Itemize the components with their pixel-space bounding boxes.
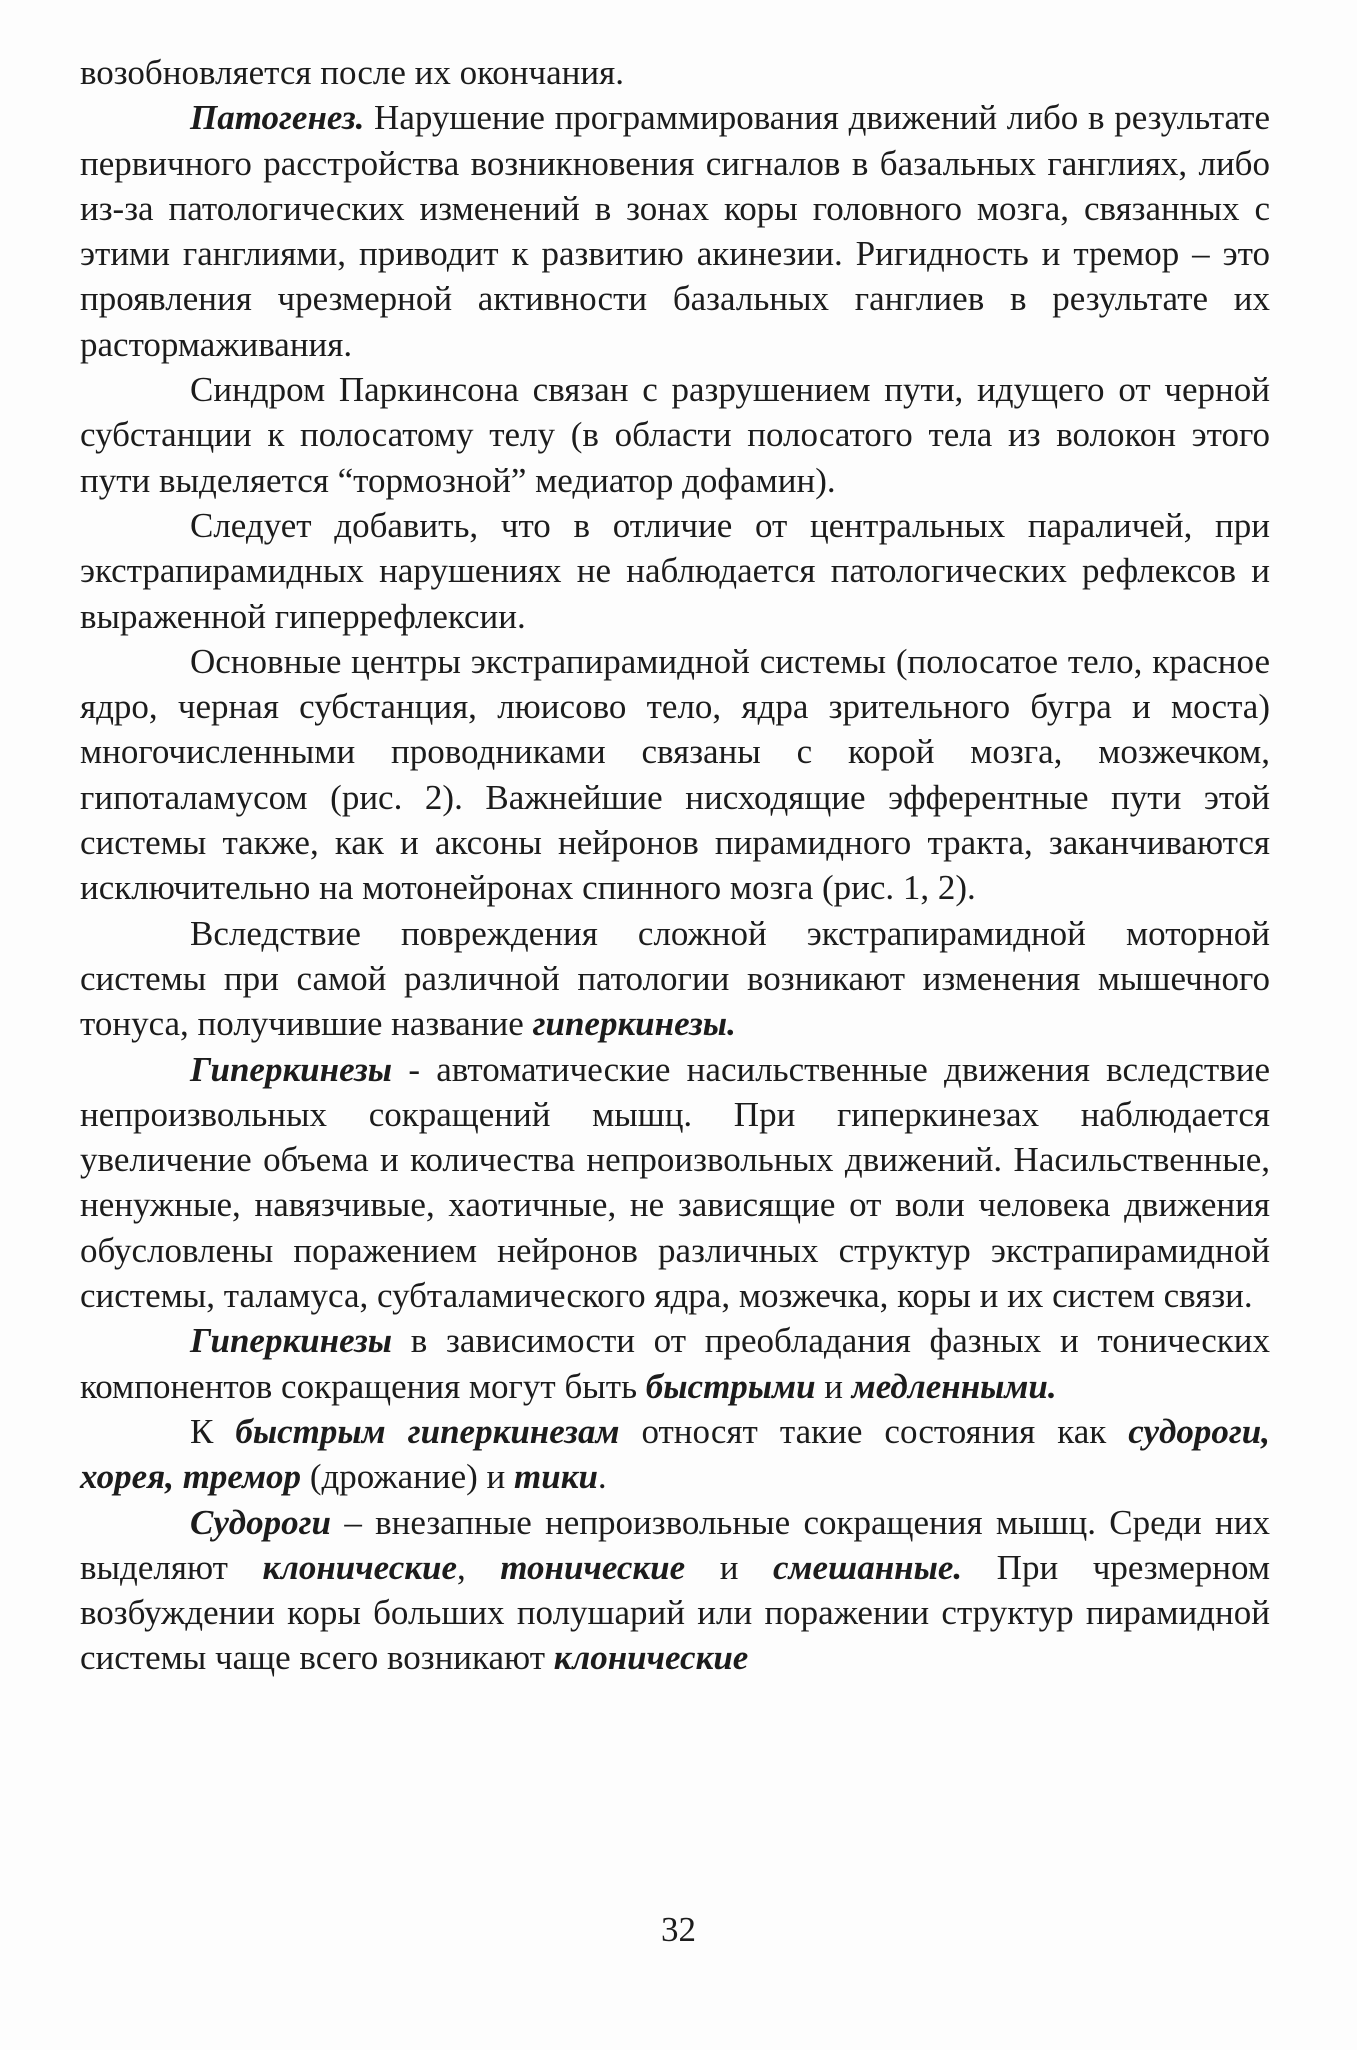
term-emphasis: медленными. xyxy=(851,1366,1057,1406)
text-run: . xyxy=(597,1457,607,1497)
text-run: в зависимости от преобладания фазных и тонических компонентов сокращения могут быть xyxy=(80,1321,1270,1406)
text-run: (дрожание) и xyxy=(301,1457,515,1497)
term-emphasis: тики xyxy=(514,1457,598,1497)
text-run: - автоматические насильственные движения вследствие непроизвольных сокращений мышц. При гиперкинезах наблюдается увеличение объема и количества непроизвольных движений. Насильственные, ненужные, навязчивые, хаотичные, не зависящие от воли человека движения обусловлены поражением нейронов различных структур экстрапирамидной системы, таламуса, субталамического ядра, мозжечка, коры и их систем связи. xyxy=(80,1049,1270,1316)
term-emphasis: Гиперкинезы xyxy=(190,1049,393,1089)
term-emphasis: тонические xyxy=(500,1547,686,1587)
paragraph-pathogenesis xyxy=(80,95,1270,367)
term-emphasis: судороги, хорея, тремор xyxy=(80,1411,1270,1497)
paragraph-continuation xyxy=(80,50,1270,95)
term-emphasis: Судороги xyxy=(190,1502,332,1542)
paragraph-fast-hyperkinesis xyxy=(80,1409,1270,1500)
term-emphasis: быстрым гиперкинезам xyxy=(235,1411,620,1451)
paragraph-extrapyramidal-centers xyxy=(80,639,1270,911)
paragraph-hyperkinesis-types xyxy=(80,1318,1270,1409)
term-emphasis: смешанные. xyxy=(773,1547,963,1587)
text-run: возобновляется после их окончания. xyxy=(80,53,624,92)
text-run: – внезапные непроизвольные сокращения мышц. Среди них выделяют xyxy=(80,1502,1270,1587)
text-run: и xyxy=(685,1547,773,1587)
text-run: , xyxy=(457,1547,501,1587)
text-run: и xyxy=(815,1366,852,1406)
term-emphasis: Патогенез. xyxy=(190,98,365,138)
paragraph-parkinson xyxy=(80,367,1270,503)
text-run: Вследствие повреждения сложной экстрапирамидной моторной системы при самой различной патологии возникают изменения мышечного тонуса, получившие название xyxy=(80,913,1270,1044)
term-emphasis: гиперкинезы. xyxy=(532,1004,736,1044)
paragraph-muscle-tone xyxy=(80,911,1270,1047)
text-run: Основные центры экстрапирамидной системы (полосатое тело, красное ядро, черная субстанция, люисово тело, ядра зрительного бугра и моста) многочисленными проводниками связаны с корой мозга, мозжечком, гипоталамусом (рис. 2). Важнейшие нисходящие эфферентные пути этой системы также, как и аксоны нейронов пирамидного тракта, заканчиваются исключительно на мотонейронах спинного мозга (рис. 1, 2). xyxy=(80,641,1270,908)
text-run: К xyxy=(190,1411,236,1451)
term-emphasis: клонические xyxy=(262,1547,457,1587)
text-run: относят такие состояния как xyxy=(619,1411,1129,1451)
text-run: Синдром Паркинсона связан с разрушением пути, идущего от черной субстанции к полосатому телу (в области полосатого тела из волокон этого пути выделяется “тормозной” медиатор дофамин). xyxy=(80,370,1270,500)
page-body xyxy=(80,50,1270,1681)
text-run: Нарушение программирования движений либо в результате первичного расстройства возникновения сигналов в базальных ганглиях, либо из-за патологических изменений в зонах коры головного мозга, связанных с этими ганглиями, приводит к развитию акинезии. Ригидность и тремор – это проявления чрезмерной активности базальных ганглиев в результате их растормаживания. xyxy=(80,98,1270,364)
paragraph-seizures xyxy=(80,1500,1270,1681)
page-number: 32 xyxy=(661,1910,696,1949)
term-emphasis: клонические xyxy=(553,1638,749,1678)
term-emphasis: Гиперкинезы xyxy=(190,1321,393,1361)
paragraph-central-paralysis xyxy=(80,503,1270,639)
text-run: При чрезмерном возбуждении коры больших полушарий или поражении структур пирамидной системы чаще всего возникают xyxy=(80,1547,1271,1678)
term-emphasis: быстрыми xyxy=(645,1366,816,1406)
paragraph-hyperkinesis-definition xyxy=(80,1047,1270,1319)
text-run: Следует добавить, что в отличие от центральных параличей, при экстрапирамидных нарушениях не наблюдается патологических рефлексов и выраженной гиперрефлексии. xyxy=(80,505,1270,636)
